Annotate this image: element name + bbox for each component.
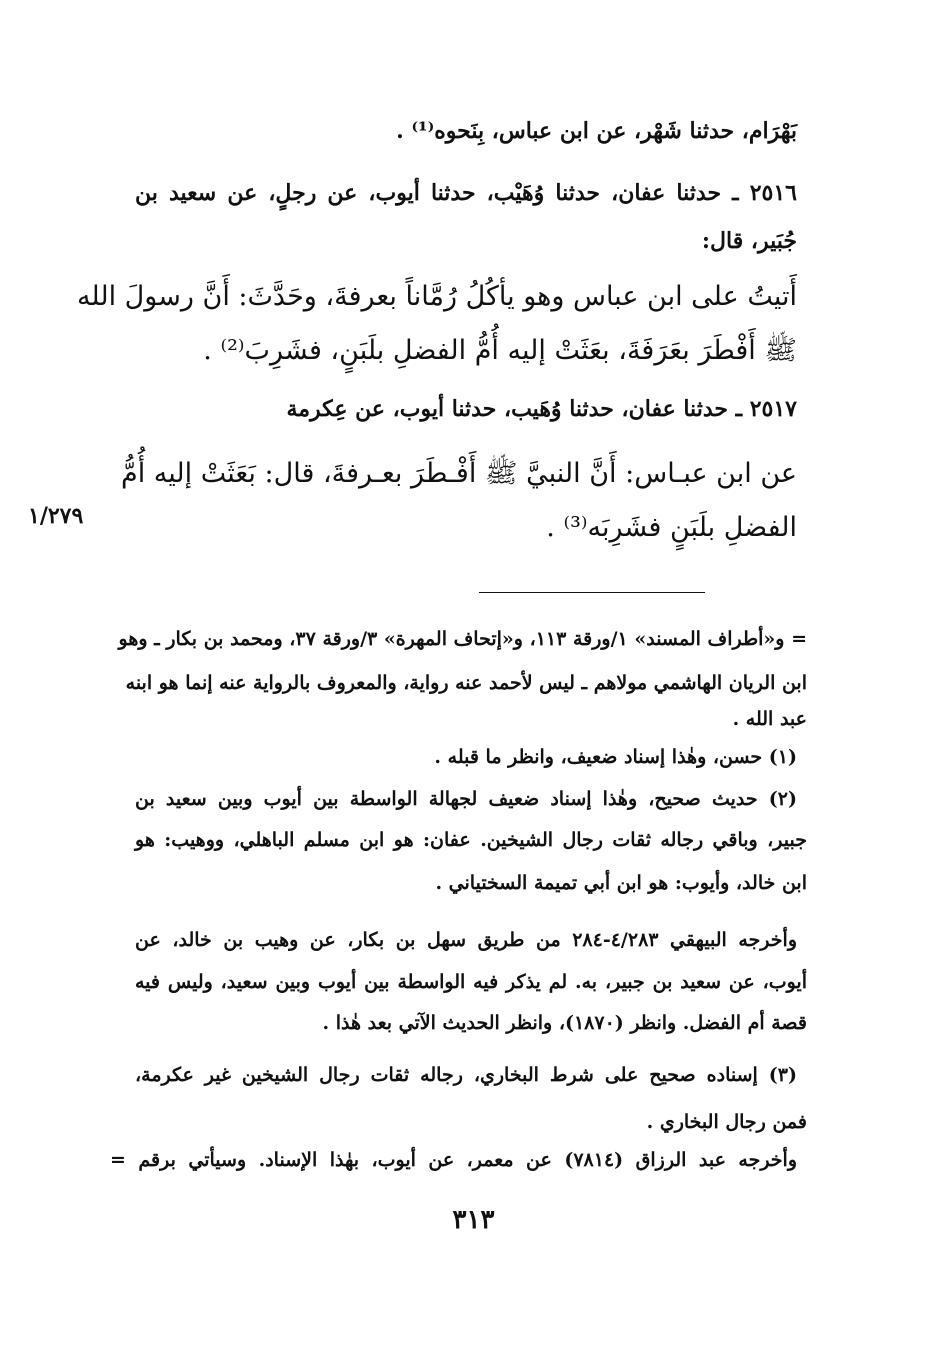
- footnote-line: فمن رجال البخاري .: [646, 1111, 807, 1133]
- footnote-line: أيوب، عن سعيد بن جبير، به. لم يذكر فيه الواسطة بين أيوب وبين سعيد، وليس فيه: [135, 971, 807, 993]
- footnote-line: وأخرجه عبد الرزاق (٧٨١٤) عن معمر، عن أيوب، بهٰذا الإسناد. وسيأتي برقم =: [110, 1149, 798, 1171]
- footnote-line: قصة أم الفضل. وانظر (١٨٧٠)، وانظر الحديث الآتي بعد هٰذا .: [322, 1012, 807, 1034]
- hadith-2517-line: ٢٥١٧ ـ حدثنا عفان، حدثنا وُهَيب، حدثنا أيوب، عن عِكرمة: [286, 396, 797, 422]
- footnote-line: عبد الله .: [732, 708, 807, 730]
- footnote-line: ابن الريان الهاشمي مولاهم ـ ليس لأحمد عنه رواية، والمعروف بالرواية عنه إنما هو ابنه: [125, 672, 807, 694]
- text-line: جُبَير، قال:: [701, 228, 797, 254]
- hadith-text-line: الفضلِ بلَبَنٍ فشَرِبَه⁽³⁾ .: [546, 512, 797, 543]
- footnote-2: (٢) حديث صحيح، وهٰذا إسناد ضعيف لجهالة الواسطة بين أيوب وبين سعيد بن: [135, 788, 797, 810]
- hadith-2516-line: ٢٥١٦ ـ حدثنا عفان، حدثنا وُهَيْب، حدثنا أيوب، عن رجلٍ، عن سعيد بن: [135, 180, 797, 206]
- text-line: بَهْرَام، حدثنا شَهْر، عن ابن عباس، بِنَحوه⁽¹⁾ .: [396, 118, 797, 144]
- footnote-separator: [479, 592, 705, 593]
- margin-volume-page-ref: ١/٢٧٩: [28, 503, 84, 529]
- footnote-line: جبير، وباقي رجاله ثقات رجال الشيخين. عفان: هو ابن مسلم الباهلي، ووهيب: هو: [135, 829, 807, 851]
- footnote-3: (٣) إسناده صحيح على شرط البخاري، رجاله ثقات رجال الشيخين غير عكرمة،: [135, 1064, 797, 1086]
- page-number: ٣١٣: [452, 1205, 495, 1235]
- hadith-text-line: عن ابن عبـاس: أَنَّ النبيَّ ﷺ أَفْـطَرَ بعـرفةَ، قال: بَعَثَتْ إليه أُمُّ: [121, 458, 797, 489]
- footnote-line: وأخرجه البيهقي ٤/٢٨٣-٢٨٤ من طريق سهل بن بكار، عن وهيب بن خالد، عن: [135, 929, 797, 951]
- footnote-line: = و«أطراف المسند» ١/ورقة ١١٣، و«إتحاف المهرة» ٣/ورقة ٣٧، ومحمد بن بكار ـ وهو: [118, 628, 807, 650]
- footnote-1: (١) حسن، وهٰذا إسناد ضعيف، وانظر ما قبله .: [434, 746, 797, 768]
- hadith-text-line: أَتيتُ على ابن عباس وهو يأكُلُ رُمَّاناً بعرفةَ، وحَدَّثَ: أَنَّ رسولَ الله: [76, 281, 797, 312]
- footnote-line: ابن خالد، وأيوب: هو ابن أبي تميمة السختياني .: [435, 872, 807, 894]
- hadith-text-line: ﷺ أَفْطَرَ بعَرَفَةَ، بعَثَتْ إليه أُمُّ الفضلِ بلَبَنٍ، فشَرِبَ⁽²⁾ .: [203, 335, 797, 366]
